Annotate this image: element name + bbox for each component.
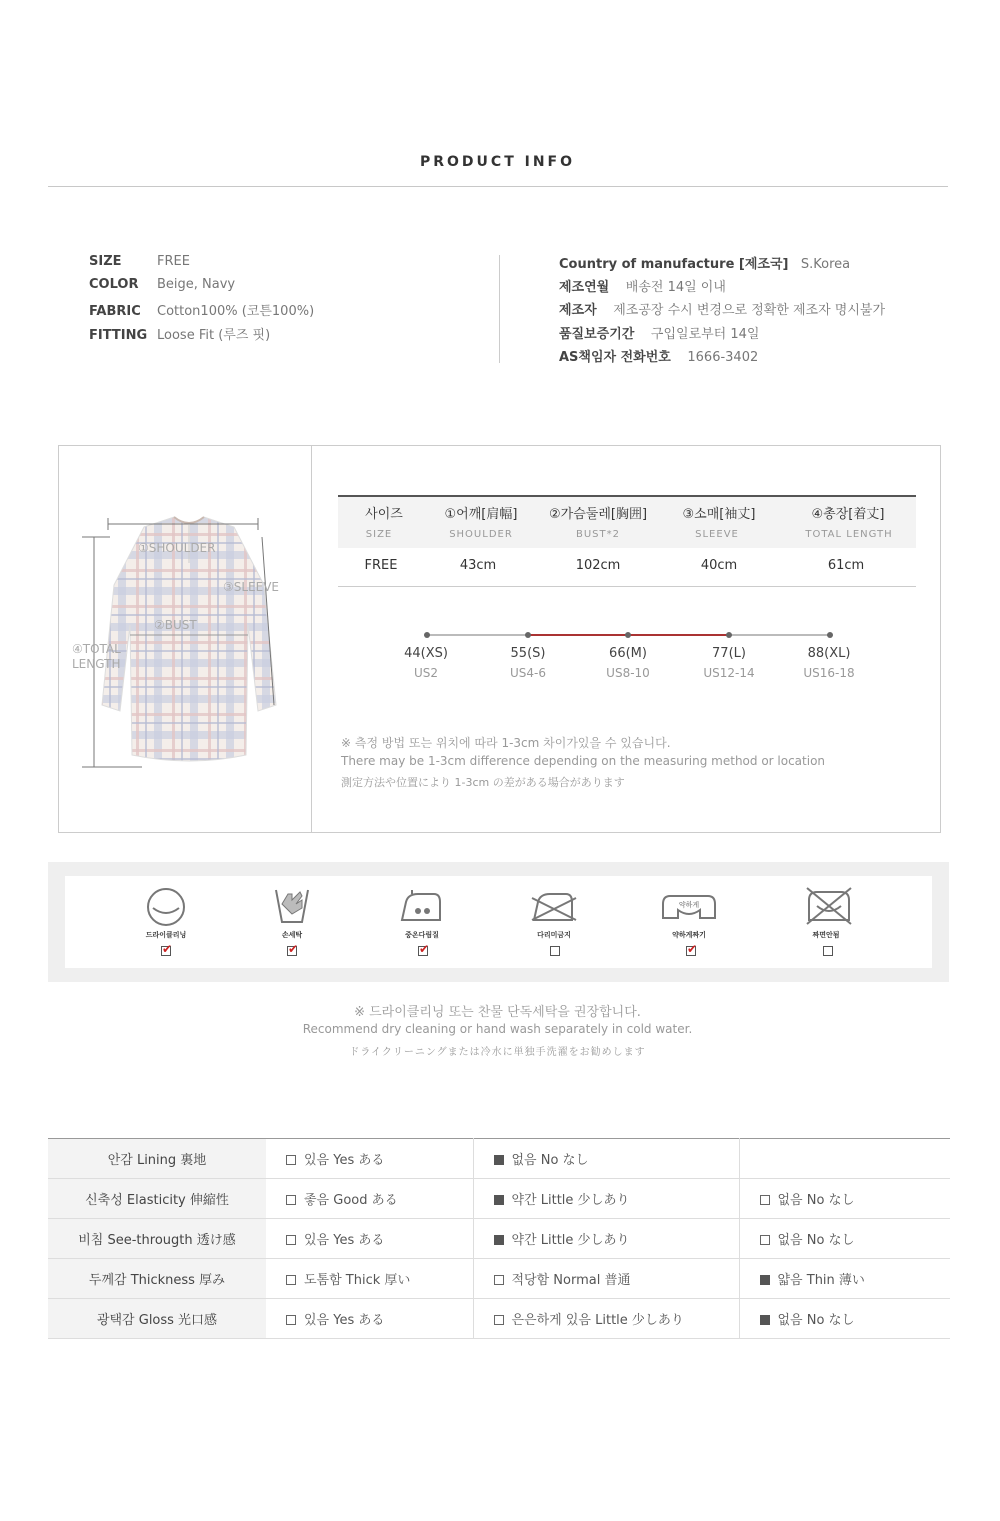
- info-value: Loose Fit (루즈 핏): [157, 328, 271, 343]
- attr-name: 안감 Lining 裏地: [48, 1139, 266, 1179]
- sleeve-value: 40cm: [700, 558, 738, 573]
- total-length-label-1: ④TOTAL: [72, 642, 121, 656]
- scale-dot-xs: [424, 632, 430, 638]
- shoulder-value: 43cm: [459, 558, 497, 573]
- scale-us-xl: US16-18: [803, 666, 855, 680]
- size-header-en: SIZE: [365, 529, 393, 540]
- care-label-no-iron: 다리미금지: [537, 931, 571, 939]
- scale-us-l: US12-14: [703, 666, 755, 680]
- info-label: Country of manufacture [제조국]: [559, 257, 789, 272]
- care-label-dry-cleaning: 드라이클리닝: [145, 931, 187, 939]
- scale-size-s: 55(S): [510, 646, 546, 661]
- total-header-en: TOTAL LENGTH: [805, 529, 893, 540]
- size-table-rule: [338, 586, 916, 587]
- info-value: Cotton100% (코튼100%): [157, 304, 315, 319]
- attr-option-label: 좋음 Good ある: [304, 1193, 398, 1208]
- total-length-label-2: LENGTH: [72, 657, 121, 671]
- info-divider: [499, 255, 500, 363]
- info-color: [89, 277, 235, 292]
- total-header-ko: ④총장[着丈]: [811, 507, 885, 522]
- check-icon: ✔: [687, 942, 698, 956]
- info-label: AS책임자 전화번호: [559, 350, 671, 365]
- attr-option-label: 있음 Yes ある: [304, 1153, 385, 1168]
- attr-checkbox[interactable]: [494, 1315, 504, 1325]
- info-label: COLOR: [89, 277, 139, 292]
- attr-checkbox-selected[interactable]: [494, 1155, 504, 1165]
- attr-option: [739, 1259, 950, 1299]
- attr-name: 신축성 Elasticity 伸縮性: [48, 1179, 266, 1219]
- measure-note-en: There may be 1-3cm difference depending on the measuring method or location: [341, 754, 826, 768]
- hand-wash-icon: [272, 886, 312, 926]
- attr-option-label: 은은하게 있음 Little 少しあり: [511, 1313, 684, 1328]
- attr-row-lining: [48, 1139, 950, 1179]
- no-tumble-dry-icon: [805, 886, 853, 926]
- gentle-wring-icon-text: 약하게: [678, 901, 700, 909]
- info-fabric: [89, 300, 314, 319]
- attr-option: [266, 1219, 473, 1259]
- attr-name: 비침 See-througth 透け感: [48, 1219, 266, 1259]
- attr-option: [473, 1259, 739, 1299]
- attr-option: [266, 1259, 473, 1299]
- attr-option-label: 약간 Little 少しあり: [511, 1233, 630, 1248]
- care-label-hand-wash: 손세탁: [281, 931, 303, 939]
- care-checkbox-no-tumble-dry[interactable]: [823, 946, 833, 956]
- measure-note-ko: ※ 측정 방법 또는 위치에 따라 1-3cm 차이가있을 수 있습니다.: [341, 736, 671, 750]
- attr-name: 두께감 Thickness 厚み: [48, 1259, 266, 1299]
- attr-option: [739, 1219, 950, 1259]
- scale-dot-m: [625, 632, 631, 638]
- info-label: 품질보증기간: [559, 327, 635, 342]
- info-label: FITTING: [89, 328, 148, 343]
- attr-option: [266, 1139, 473, 1179]
- attr-option-label: 없음 No なし: [777, 1233, 855, 1248]
- attr-option: [473, 1299, 739, 1339]
- bust-header-ko: ②가슴둘레[胸囲]: [548, 507, 648, 522]
- care-note-ja: ドライクリーニングまたは冷水に単独手洗濯をお勧めします: [349, 1047, 646, 1058]
- info-value: FREE: [157, 254, 190, 269]
- info-value: 1666-3402: [687, 350, 759, 365]
- attr-checkbox[interactable]: [286, 1155, 296, 1165]
- sleeve-label: ③SLEEVE: [223, 580, 280, 594]
- scale-dot-l: [726, 632, 732, 638]
- info-warranty: [559, 323, 759, 342]
- scale-size-xs: 44(XS): [404, 646, 448, 661]
- info-value: 제조공장 수시 변경으로 정확한 제조자 명시불가: [613, 303, 886, 318]
- attr-checkbox[interactable]: [286, 1235, 296, 1245]
- scale-dot-s: [525, 632, 531, 638]
- sleeve-header-en: SLEEVE: [695, 529, 739, 540]
- attr-option-label: 없음 No なし: [511, 1153, 589, 1168]
- info-label: SIZE: [89, 254, 122, 269]
- gentle-wring-icon: [660, 892, 718, 922]
- care-label-gentle-wring: 약하게짜기: [672, 931, 706, 939]
- attr-row-see-through: [48, 1219, 950, 1259]
- care-label-iron-medium: 중온다림질: [405, 931, 439, 939]
- info-value: S.Korea: [800, 257, 851, 272]
- measure-note-ja: 測定方法や位置により 1-3cm の差がある場合があります: [341, 776, 625, 789]
- attr-checkbox[interactable]: [286, 1315, 296, 1325]
- attr-name: 광택감 Gloss 光口感: [48, 1299, 266, 1339]
- attr-checkbox[interactable]: [494, 1275, 504, 1285]
- shoulder-header-en: SHOULDER: [449, 529, 513, 540]
- attr-option: [266, 1299, 473, 1339]
- attr-option-label: 약간 Little 少しあり: [511, 1193, 630, 1208]
- bust-value: 102cm: [575, 558, 621, 573]
- scale-us-m: US8-10: [606, 666, 650, 680]
- info-fitting: [89, 324, 270, 343]
- attr-option-label: 적당함 Normal 普通: [511, 1273, 631, 1288]
- care-label-no-tumble-dry: 짜면안됨: [812, 931, 840, 939]
- info-manufacture-date: [559, 276, 726, 295]
- care-note-ko: ※ 드라이클리닝 또는 찬물 단독세탁을 권장합니다.: [354, 1005, 641, 1020]
- scale-us-s: US4-6: [510, 666, 546, 680]
- total-value: 61cm: [827, 558, 865, 573]
- attributes-table: [48, 1138, 950, 1339]
- attr-option-label: 얇음 Thin 薄い: [777, 1273, 865, 1288]
- info-manufacturer: [559, 299, 885, 318]
- care-checkbox-gentle-wring[interactable]: [686, 942, 698, 956]
- scale-size-l: 77(L): [712, 646, 746, 661]
- attr-checkbox-selected[interactable]: [494, 1195, 504, 1205]
- attr-option-label: 있음 Yes ある: [304, 1233, 385, 1248]
- info-size: [89, 254, 190, 269]
- size-panel-divider: [311, 446, 312, 832]
- attr-option: [473, 1219, 739, 1259]
- info-label: FABRIC: [89, 304, 141, 319]
- check-icon: ✔: [162, 942, 173, 956]
- scale-us-xs: US2: [413, 666, 439, 680]
- shoulder-label: ①SHOULDER: [138, 541, 216, 555]
- attr-checkbox[interactable]: [286, 1275, 296, 1285]
- no-iron-icon: [530, 888, 578, 924]
- care-checkbox-iron-medium[interactable]: [418, 942, 430, 956]
- care-panel: [65, 876, 932, 968]
- info-country: [559, 253, 850, 272]
- dry-cleaning-icon: [145, 886, 189, 926]
- attr-option-label: 있음 Yes ある: [304, 1313, 385, 1328]
- sleeve-header-ko: ③소매[袖丈]: [682, 507, 756, 522]
- attr-option: [473, 1179, 739, 1219]
- attr-row-thickness: [48, 1259, 950, 1299]
- scale-dot-xl: [827, 632, 833, 638]
- iron-medium-icon: [400, 888, 444, 924]
- attr-checkbox-selected[interactable]: [494, 1235, 504, 1245]
- size-header-ko: 사이즈: [365, 507, 403, 522]
- attr-option: [739, 1299, 950, 1339]
- attr-option-label: 도톰함 Thick 厚い: [304, 1273, 411, 1288]
- check-icon: ✔: [288, 942, 299, 956]
- shoulder-header-ko: ①어깨[肩幅]: [444, 507, 518, 522]
- attr-option-empty: [739, 1139, 950, 1179]
- attr-option: [473, 1139, 739, 1179]
- attr-row-gloss: [48, 1299, 950, 1339]
- info-value: Beige, Navy: [157, 277, 236, 292]
- attr-option: [739, 1179, 950, 1219]
- care-note-en: Recommend dry cleaning or hand wash separately in cold water.: [302, 1022, 693, 1036]
- care-checkbox-no-iron[interactable]: [550, 946, 560, 956]
- scale-size-m: 66(M): [609, 646, 647, 661]
- size-value: FREE: [364, 558, 398, 573]
- care-checkbox-dry-cleaning[interactable]: [161, 942, 173, 956]
- attr-option: [266, 1179, 473, 1219]
- check-icon: ✔: [419, 942, 430, 956]
- attr-checkbox-selected[interactable]: [760, 1275, 770, 1285]
- bust-header-en: BUST*2: [576, 529, 620, 540]
- attr-checkbox[interactable]: [760, 1195, 770, 1205]
- info-value: 배송전 14일 이내: [625, 280, 726, 295]
- bust-label: ②BUST: [154, 618, 197, 632]
- attr-checkbox-selected[interactable]: [760, 1315, 770, 1325]
- info-value: 구입일로부터 14일: [650, 327, 760, 342]
- attr-checkbox[interactable]: [760, 1235, 770, 1245]
- attr-option-label: 없음 No なし: [777, 1313, 855, 1328]
- info-label: 제조자: [559, 303, 597, 318]
- attr-checkbox[interactable]: [286, 1195, 296, 1205]
- attr-row-elasticity: [48, 1179, 950, 1219]
- care-checkbox-hand-wash[interactable]: [287, 942, 299, 956]
- info-as-phone: [559, 346, 758, 365]
- title-divider: [48, 186, 948, 187]
- scale-size-xl: 88(XL): [807, 646, 851, 661]
- attr-option-label: 없음 No なし: [777, 1193, 855, 1208]
- page-title: PRODUCT INFO: [419, 154, 576, 170]
- info-label: 제조연월: [559, 280, 610, 295]
